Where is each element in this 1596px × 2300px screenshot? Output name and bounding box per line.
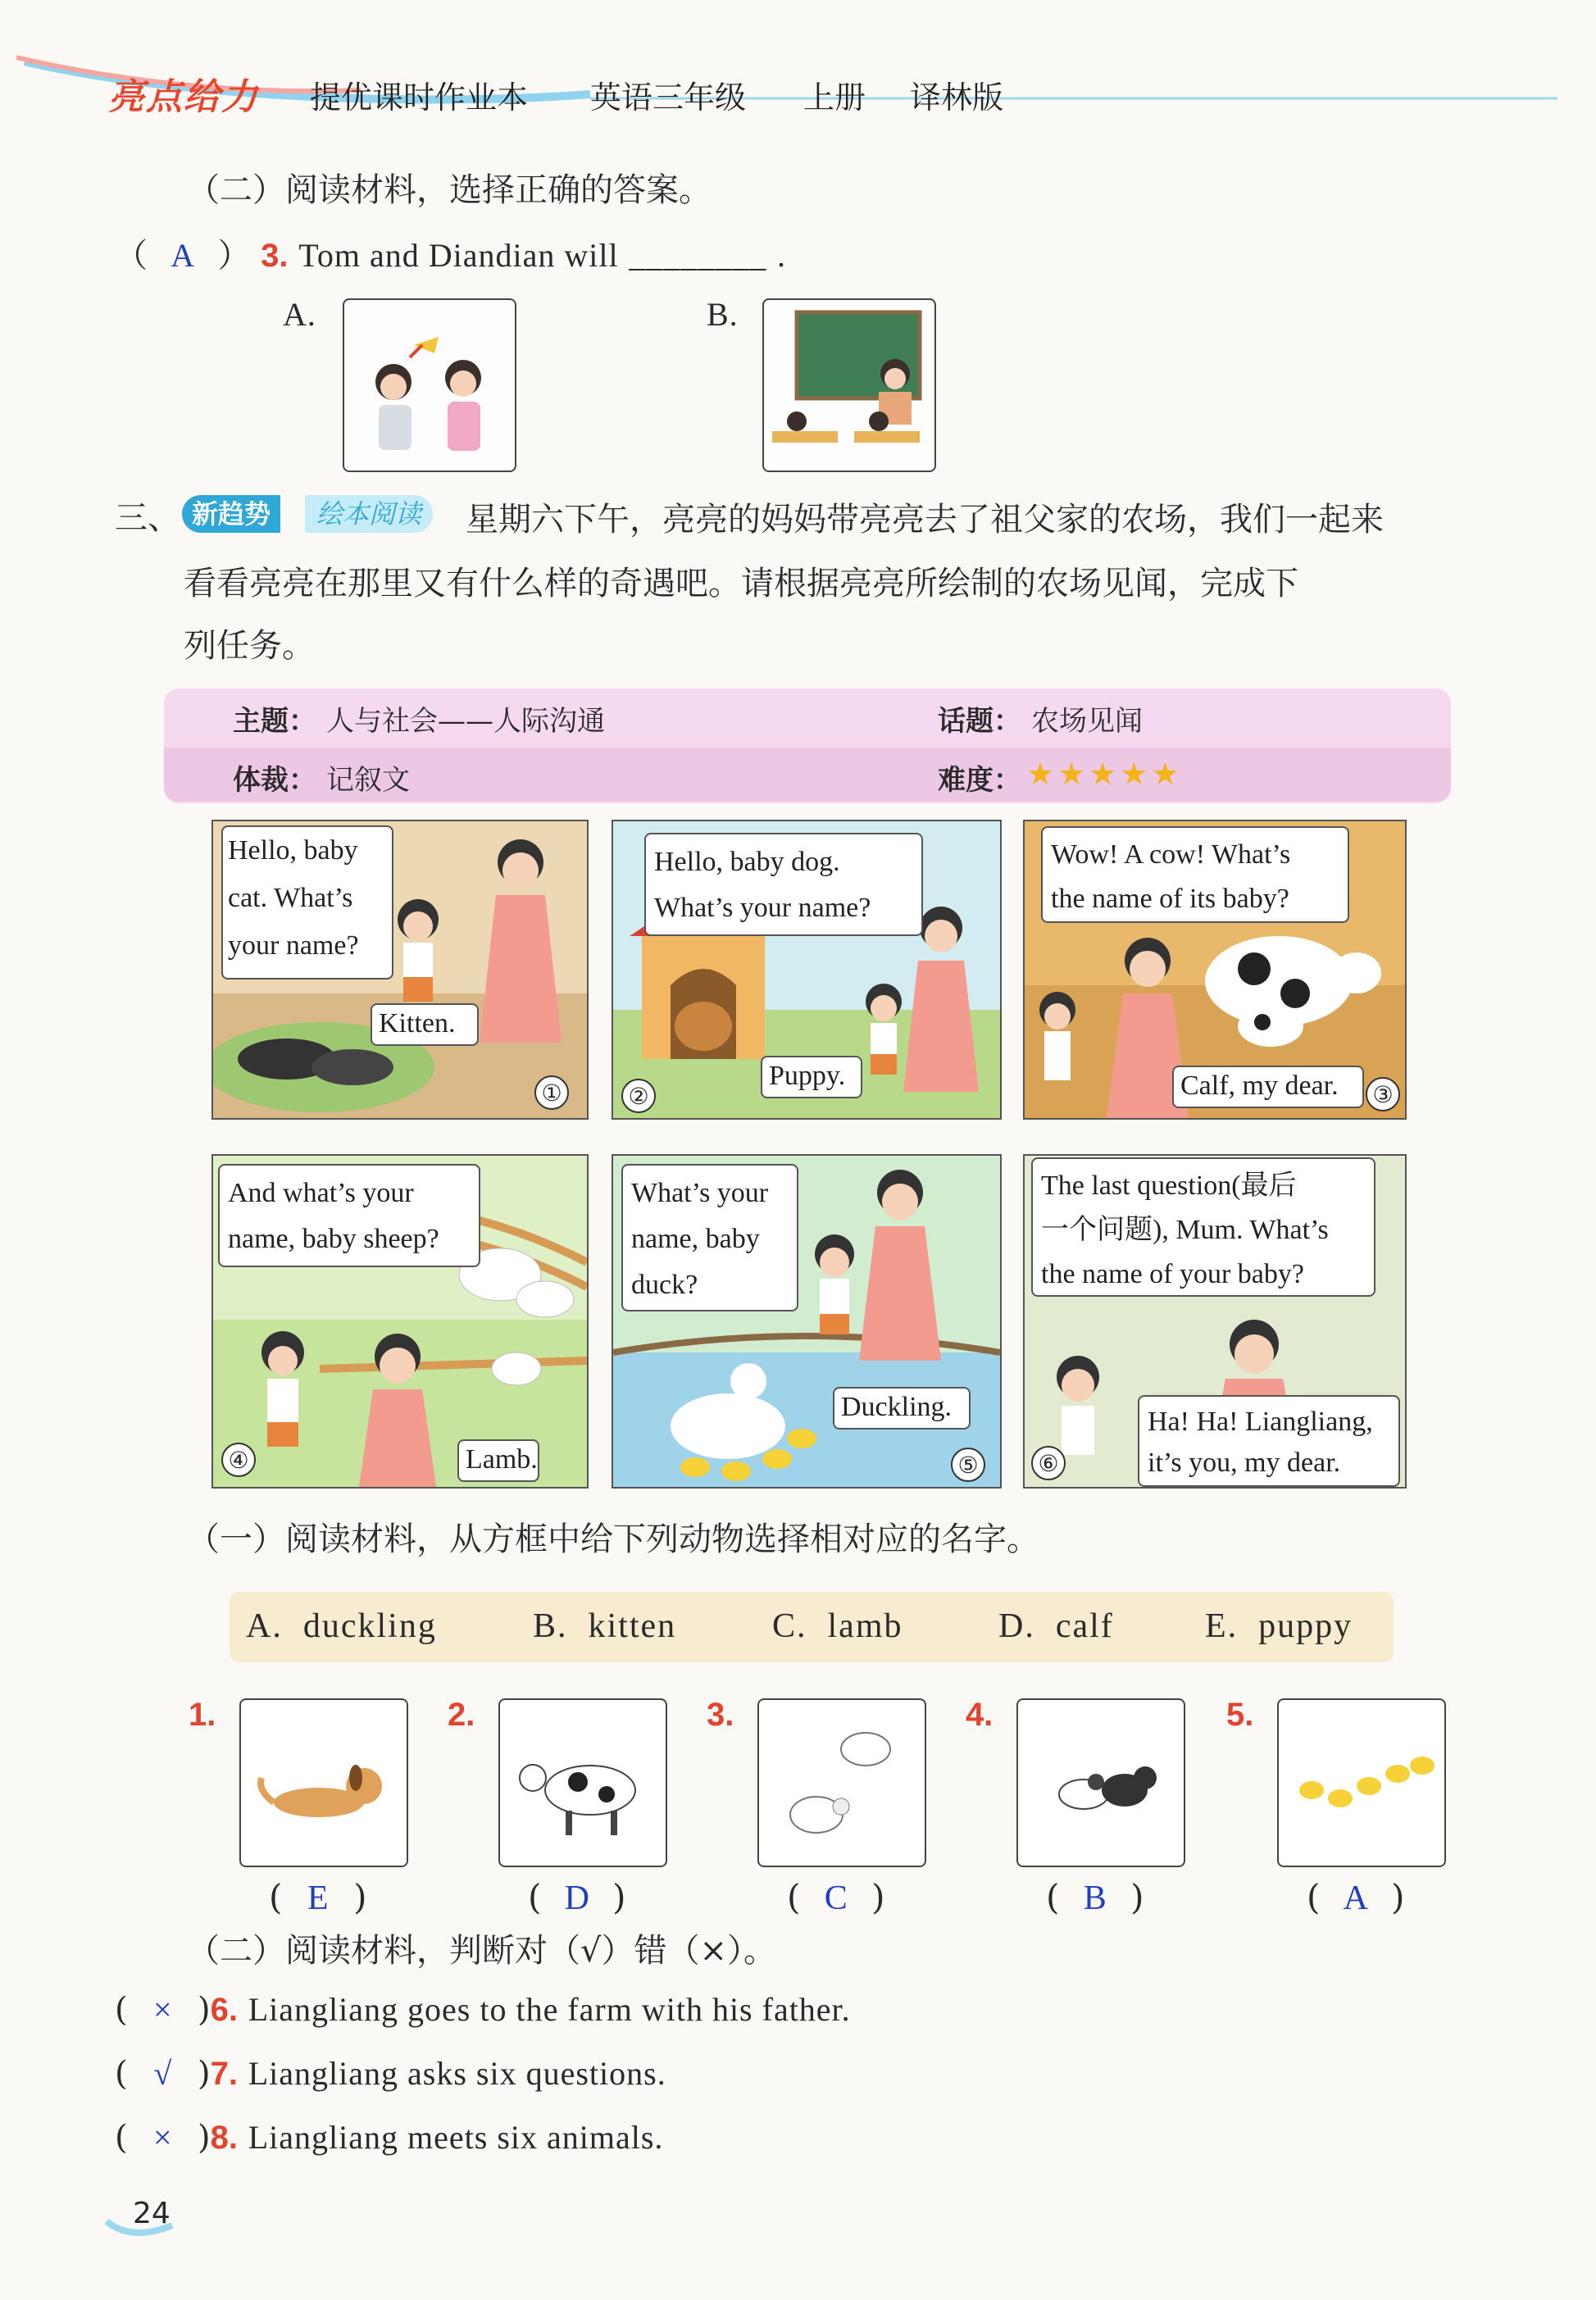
item-6-row: ( × )6. Liangliang goes to the farm with his father.	[115, 1991, 851, 2029]
item-7-text: Liangliang asks six questions.	[248, 2055, 666, 2092]
option-word: kitten	[588, 1607, 677, 1645]
panel-5-question-line: What’s your	[631, 1178, 769, 1208]
star-icon: ★	[1151, 756, 1183, 792]
panel-6-question-line: the name of your baby?	[1041, 1259, 1304, 1289]
item-1-answer-row: ( E )	[269, 1877, 367, 1917]
volume-label: 上册	[803, 80, 866, 116]
section3-number: 三、	[115, 499, 180, 537]
item-5-number: 5.	[1226, 1697, 1254, 1733]
item-5-answer-row: ( A )	[1307, 1877, 1405, 1917]
option-letter: B.	[533, 1607, 568, 1645]
item-3-answer-row: ( C )	[787, 1877, 885, 1917]
item-3-answer: C	[824, 1880, 848, 1917]
panel-1-question-line: your name?	[228, 930, 359, 961]
item-1-number: 1.	[189, 1697, 216, 1733]
option-word: calf	[1055, 1607, 1114, 1645]
item-2-number: 2.	[448, 1697, 475, 1733]
subject-label: 话题：	[938, 705, 1021, 738]
intro-line-3: 列任务。	[184, 627, 315, 665]
item-4-answer-row: ( B )	[1046, 1877, 1144, 1917]
genre-label: 体裁：	[233, 764, 316, 797]
item-7-answer: √	[153, 2055, 172, 2092]
picture-book-tag: 绘本阅读	[305, 495, 433, 533]
panel-1-question-line: Hello, baby	[228, 835, 358, 866]
item-1-answer: E	[307, 1880, 329, 1917]
panel-3-question-line: Wow! A cow! What’s	[1051, 839, 1291, 870]
item-8-answer: ×	[153, 2119, 172, 2156]
item-6-number: 6.	[210, 1992, 239, 2028]
item-4-answer: B	[1083, 1880, 1107, 1917]
panel-6-answer-bubble	[1138, 1395, 1400, 1487]
comic-panel-4	[211, 1154, 589, 1489]
panel-6-number: ⑥	[1031, 1446, 1066, 1480]
q3-text: Tom and Diandian will	[298, 237, 619, 274]
option-a	[246, 1607, 437, 1646]
item-2-answer: D	[564, 1880, 589, 1917]
book-title: 提优课时作业本	[310, 80, 529, 116]
panel-4-question-line: And what’s your	[228, 1178, 414, 1208]
panel-5-number: ⑤	[951, 1448, 985, 1482]
option-letter: C.	[772, 1607, 807, 1645]
panel-6-question-line: The last question(最后	[1041, 1170, 1297, 1201]
item-8-text: Liangliang meets six animals.	[248, 2119, 664, 2156]
panel-2-answer-bubble: Puppy.	[761, 1056, 862, 1098]
option-letter: E.	[1205, 1607, 1239, 1645]
option-word: puppy	[1258, 1607, 1353, 1645]
brand-logo: 亮点给力	[108, 76, 259, 118]
paren-close: ）	[217, 237, 251, 275]
panel-6-answer-line: it’s you, my dear.	[1148, 1448, 1341, 1478]
panel-1-answer-bubble: Kitten.	[371, 1003, 479, 1046]
star-icon: ★	[1089, 756, 1121, 792]
item-3-number: 3.	[707, 1697, 734, 1733]
option-letter: A.	[246, 1607, 283, 1645]
intro-line-2: 看看亮亮在那里又有什么样的奇遇吧。请根据亮亮所绘制的农场见闻，完成下	[184, 565, 1298, 602]
subject-value: 农场见闻	[1031, 705, 1143, 738]
comic-panel-6	[1023, 1154, 1407, 1489]
option-e	[1205, 1607, 1353, 1646]
puppy-icon	[239, 1698, 408, 1867]
option-letter: D.	[998, 1607, 1035, 1645]
item-7-row: ( √ )7. Liangliang asks six questions.	[115, 2055, 666, 2093]
q3-option-b-image	[762, 298, 936, 472]
item-5-answer: A	[1343, 1880, 1368, 1917]
calf-icon	[498, 1698, 667, 1867]
item-4-number: 4.	[966, 1697, 994, 1733]
panel-3-question-line: the name of its baby?	[1051, 884, 1289, 914]
star-icon: ★	[1026, 756, 1058, 792]
lamb-icon	[757, 1698, 926, 1867]
part2-instruction: （二）阅读材料，判断对（√）错（×）。	[187, 1932, 777, 1970]
q3-option-b-label: B.	[707, 296, 739, 333]
difficulty-stars	[1026, 756, 1182, 792]
part1-instruction: （一）阅读材料，从方框中给下列动物选择相对应的名字。	[187, 1520, 1039, 1558]
page-number: 24	[133, 2197, 171, 2230]
option-word: duckling	[302, 1607, 437, 1645]
panel-4-number: ④	[221, 1443, 256, 1477]
option-word: lamb	[827, 1607, 903, 1645]
panel-5-question-line: name, baby	[631, 1224, 760, 1254]
item-7-number: 7.	[210, 2056, 239, 2092]
paren-open: （	[115, 237, 148, 275]
panel-4-answer-bubble: Lamb.	[457, 1439, 539, 1482]
option-c	[772, 1607, 903, 1646]
panel-2-number: ②	[621, 1079, 656, 1113]
option-b	[533, 1607, 676, 1646]
q3-number: 3.	[261, 238, 289, 274]
panel-1-question-bubble	[221, 825, 393, 980]
option-d	[998, 1607, 1114, 1646]
subject-label: 英语三年级	[590, 80, 747, 116]
edition-label: 译林版	[910, 80, 1004, 116]
star-icon: ★	[1057, 756, 1089, 792]
comic-panel-5	[612, 1154, 1002, 1489]
item-6-answer: ×	[153, 1991, 172, 2028]
panel-6-question-bubble	[1031, 1157, 1375, 1297]
panel-4-question-bubble	[218, 1164, 480, 1267]
topic-value: 人与社会——人际沟通	[326, 705, 605, 738]
item-8-number: 8.	[210, 2120, 239, 2156]
panel-3-number: ③	[1366, 1077, 1400, 1111]
panel-5-question-line: duck?	[631, 1270, 698, 1300]
panel-1-question-line: cat. What’s	[228, 883, 353, 913]
trend-tag: 新趋势	[182, 495, 280, 533]
item-8-row: ( × )8. Liangliang meets six animals.	[115, 2119, 664, 2157]
comic-panel-3	[1023, 820, 1407, 1120]
panel-1-number: ①	[534, 1075, 569, 1110]
item-2-answer-row: ( D )	[528, 1877, 626, 1917]
comic-panel-1	[211, 820, 589, 1120]
panel-5-question-bubble	[621, 1164, 798, 1311]
panel-6-answer-line: Ha! Ha! Liangliang,	[1148, 1407, 1373, 1437]
panel-2-question-bubble	[644, 833, 923, 936]
intro-line-1: 星期六下午，亮亮的妈妈带亮亮去了祖父家的农场，我们一起来	[466, 501, 1384, 539]
panel-6-question-line: 一个问题), Mum. What’s	[1041, 1215, 1329, 1245]
duckling-icon	[1277, 1698, 1446, 1867]
genre-value: 记叙文	[326, 764, 410, 797]
kitten-icon	[1016, 1698, 1185, 1867]
panel-2-question-line: Hello, baby dog.	[654, 847, 840, 877]
q3-end: .	[777, 237, 787, 274]
item-6-text: Liangliang goes to the farm with his father.	[248, 1991, 851, 2028]
panel-3-answer-bubble: Calf, my dear.	[1172, 1066, 1364, 1108]
difficulty-label: 难度：	[938, 764, 1021, 797]
part2-top-instruction: （二）阅读材料，选择正确的答案。	[187, 171, 712, 209]
panel-3-question-bubble	[1041, 826, 1349, 923]
q3-option-a-image	[343, 298, 516, 472]
q3-row	[115, 230, 786, 276]
panel-5-answer-bubble: Duckling.	[833, 1387, 971, 1430]
q3-option-a-label: A.	[283, 296, 316, 333]
star-icon: ★	[1120, 756, 1152, 792]
q3-answer: A	[171, 237, 195, 274]
q3-blank: ________	[629, 237, 767, 274]
topic-label: 主题：	[233, 705, 316, 738]
comic-panel-2	[612, 820, 1002, 1120]
panel-4-question-line: name, baby sheep?	[228, 1224, 439, 1254]
panel-2-question-line: What’s your name?	[654, 893, 871, 923]
